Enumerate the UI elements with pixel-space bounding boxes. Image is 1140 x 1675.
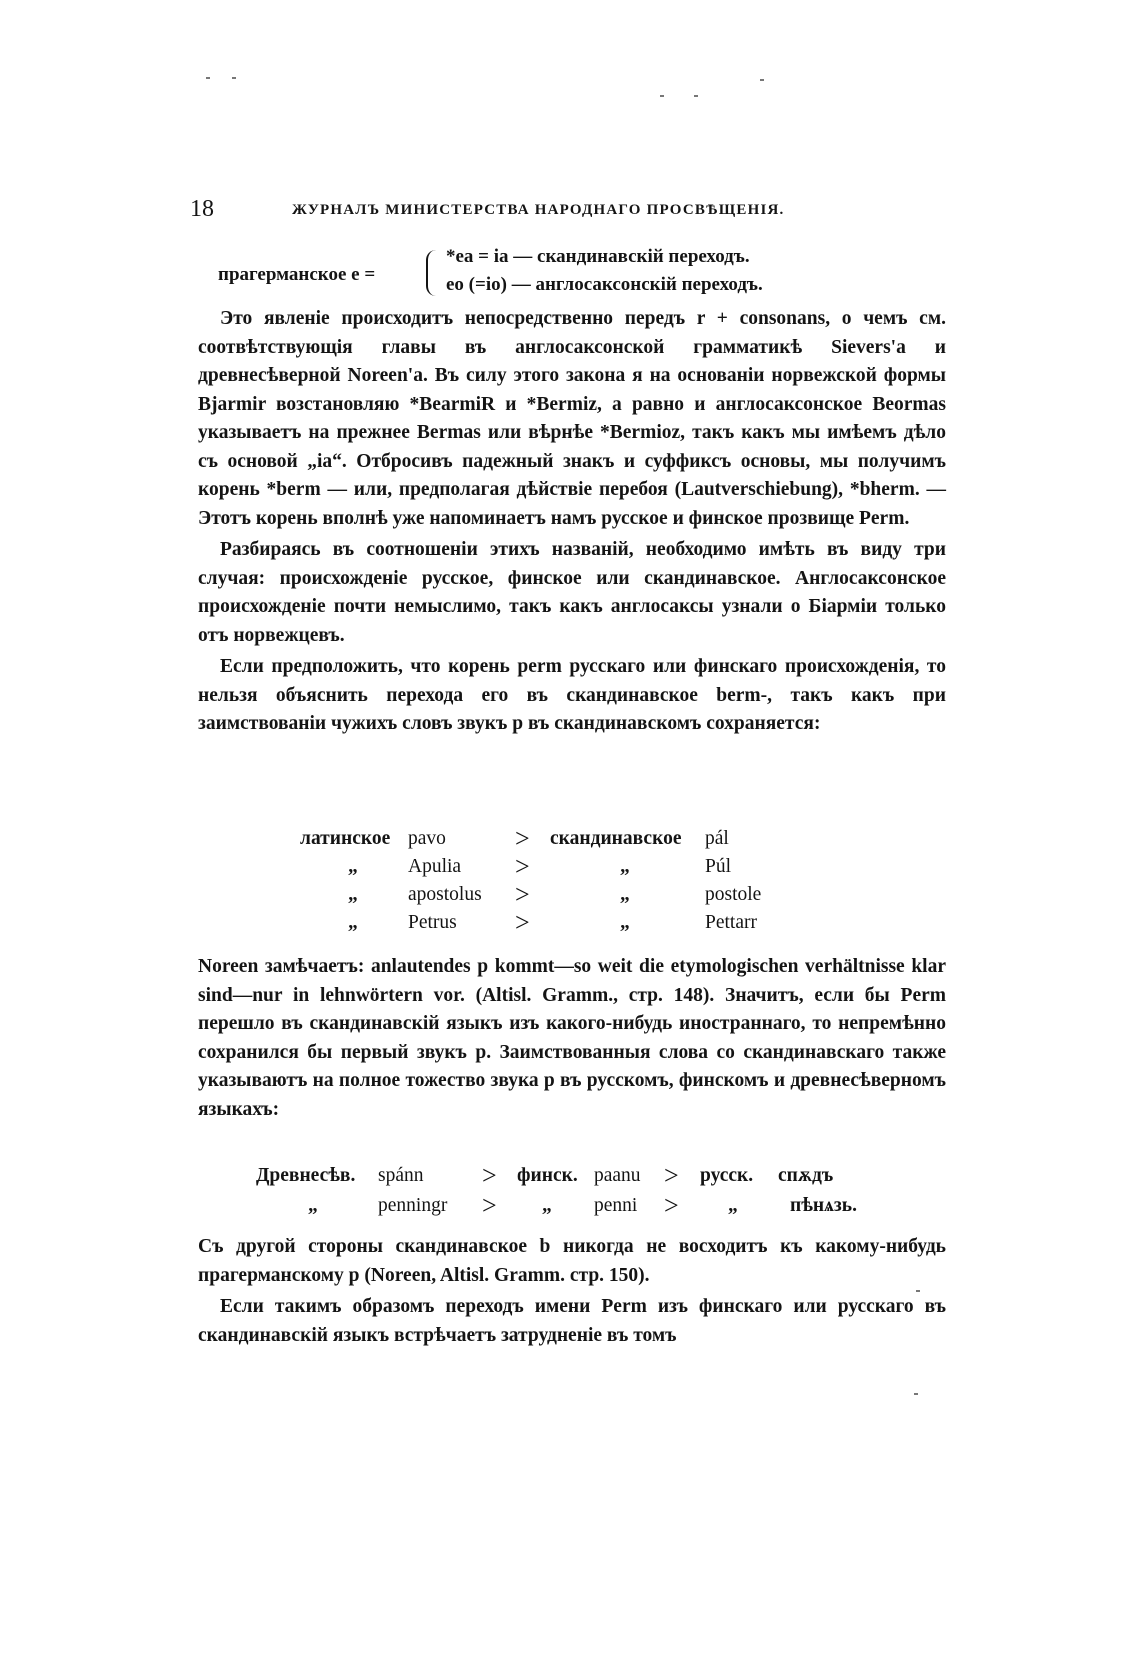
greater-than-sign: > <box>515 880 530 909</box>
ditto-mark: „ <box>542 1195 552 1216</box>
finnish-label: финск. <box>517 1165 578 1186</box>
scan-speck <box>232 77 236 79</box>
source-word: Apulia <box>408 856 462 877</box>
greater-than-sign: > <box>515 824 530 853</box>
page-header <box>190 196 950 226</box>
target-word: pál <box>705 828 729 849</box>
source-word: spánn <box>378 1165 424 1186</box>
scan-speck <box>206 77 210 79</box>
greater-than-sign: > <box>515 908 530 937</box>
ditto-mark: „ <box>308 1195 318 1216</box>
ditto-mark: „ <box>348 884 358 905</box>
scan-speck <box>760 79 764 81</box>
target-word: Pettarr <box>705 912 757 933</box>
page-number: 18 <box>190 196 214 222</box>
source-word: penningr <box>378 1195 448 1216</box>
finnish-word: penni <box>594 1195 638 1216</box>
scan-speck <box>694 95 698 97</box>
formula-row-1: *ea = ia — скандинавскій переходъ. <box>446 246 750 267</box>
ditto-mark: „ <box>728 1195 738 1216</box>
russian-word: пѣнѧзь. <box>790 1195 857 1216</box>
target-word: Púl <box>705 856 732 877</box>
paragraph: Разбираясь въ соотношеніи этихъ названій, необходимо имѣть въ виду три случая: происхожденіе русское, финское или скандинавское. Англосаксонское происхожденіе почти немыслимо, такъ какъ англосаксы узнали о Біарміи только отъ норвежцевъ. <box>198 539 946 646</box>
ditto-mark: „ <box>620 856 630 877</box>
target-language: скандинавское <box>550 828 682 849</box>
sound-change-formula <box>218 246 958 304</box>
example-row <box>300 852 820 884</box>
body-text-bottom <box>198 1233 946 1350</box>
example-row <box>212 1191 912 1225</box>
paragraph: Это явленіе происходитъ непосредственно передъ r + consonans, о чемъ см. соотвѣтствующія главы въ англосаксонской грамматикѣ Sievers'а и древнесѣверной Noreen'а. Въ силу этого закона я на основаніи норвежской формы Bjarmir возстановляю *BearmiR и *Bermiz, а равно и англосаксонское Beormas указываетъ на прежнее Bermas или вѣрнѣе *Bermioz, такъ какъ мы имѣемъ дѣло съ основой „ia“. Отбросивъ падежный знакъ и суффиксъ основы, мы получимъ корень *berm — или, предполагая дѣйствіе перебоя (Lautverschiebung), *bherm. — Этотъ корень вполнѣ уже напоминаетъ намъ русское и финское прозвище Perm. <box>198 308 946 529</box>
greater-than-sign: > <box>515 852 530 881</box>
formula-left: прагерманское e = <box>218 264 376 285</box>
greater-than-sign: > <box>664 1191 679 1220</box>
paragraph: Если такимъ образомъ переходъ имени Perm изъ финскаго или русскаго въ скандинавскій языкъ встрѣчаетъ затрудненіе въ томъ <box>198 1296 946 1346</box>
example-row <box>212 1161 912 1195</box>
curly-brace <box>426 250 438 296</box>
running-head: ЖУРНАЛЪ МИНИСТЕРСТВА НАРОДНАГО ПРОСВѢЩЕНІЯ. <box>292 202 785 218</box>
source-word: pavo <box>408 828 446 849</box>
russian-word: спѫдъ <box>778 1165 834 1186</box>
paragraph: Съ другой стороны скандинавское b никогда не восходитъ къ какому-нибудь прагерманскому p (Noreen, Altisl. Gramm. стр. 150). <box>198 1236 946 1286</box>
scan-speck <box>914 1393 918 1395</box>
greater-than-sign: > <box>664 1161 679 1190</box>
latin-loan-examples <box>300 824 820 940</box>
ditto-mark: „ <box>348 912 358 933</box>
source-language: Древнесѣв. <box>256 1165 356 1186</box>
example-row <box>300 824 820 856</box>
source-language: латинское <box>300 828 391 849</box>
paragraph: Noreen замѣчаетъ: anlautendes p kommt—so weit die etymologischen verhältnisse klar sind—nur in lehnwörtern vor. (Altisl. Gramm., стр. 148). Значитъ, если бы Perm перешло въ скандинавскій языкъ изъ какого-нибудь иностраннаго, то непремѣнно сохранился бы первый звукъ p. Заимствованныя слова со скандинавскаго также указываютъ на полное тожество звука p въ русскомъ, финскомъ и древнесѣверномъ языкахъ: <box>198 956 946 1120</box>
finnish-word: paanu <box>594 1165 641 1186</box>
ditto-mark: „ <box>620 884 630 905</box>
russian-label: русск. <box>700 1165 754 1186</box>
scan-speck <box>660 95 664 97</box>
ditto-mark: „ <box>620 912 630 933</box>
target-word: postole <box>705 884 762 905</box>
formula-row-2: eo (=io) — англосаксонскій переходъ. <box>446 274 763 295</box>
ditto-mark: „ <box>348 856 358 877</box>
example-row <box>300 880 820 912</box>
source-word: apostolus <box>408 884 482 905</box>
greater-than-sign: > <box>482 1191 497 1220</box>
paragraph: Если предположить, что корень perm русскаго или финскаго происхожденія, то нельзя объяснить перехода его въ скандинавское berm-, такъ какъ при заимствованіи чужихъ словъ звукъ p въ скандинавскомъ сохраняется: <box>198 656 946 734</box>
source-word: Petrus <box>408 912 457 933</box>
body-text-top <box>198 305 946 739</box>
norse-loan-examples <box>212 1161 912 1225</box>
example-row <box>300 908 820 940</box>
body-text-middle <box>198 953 946 1124</box>
greater-than-sign: > <box>482 1161 497 1190</box>
